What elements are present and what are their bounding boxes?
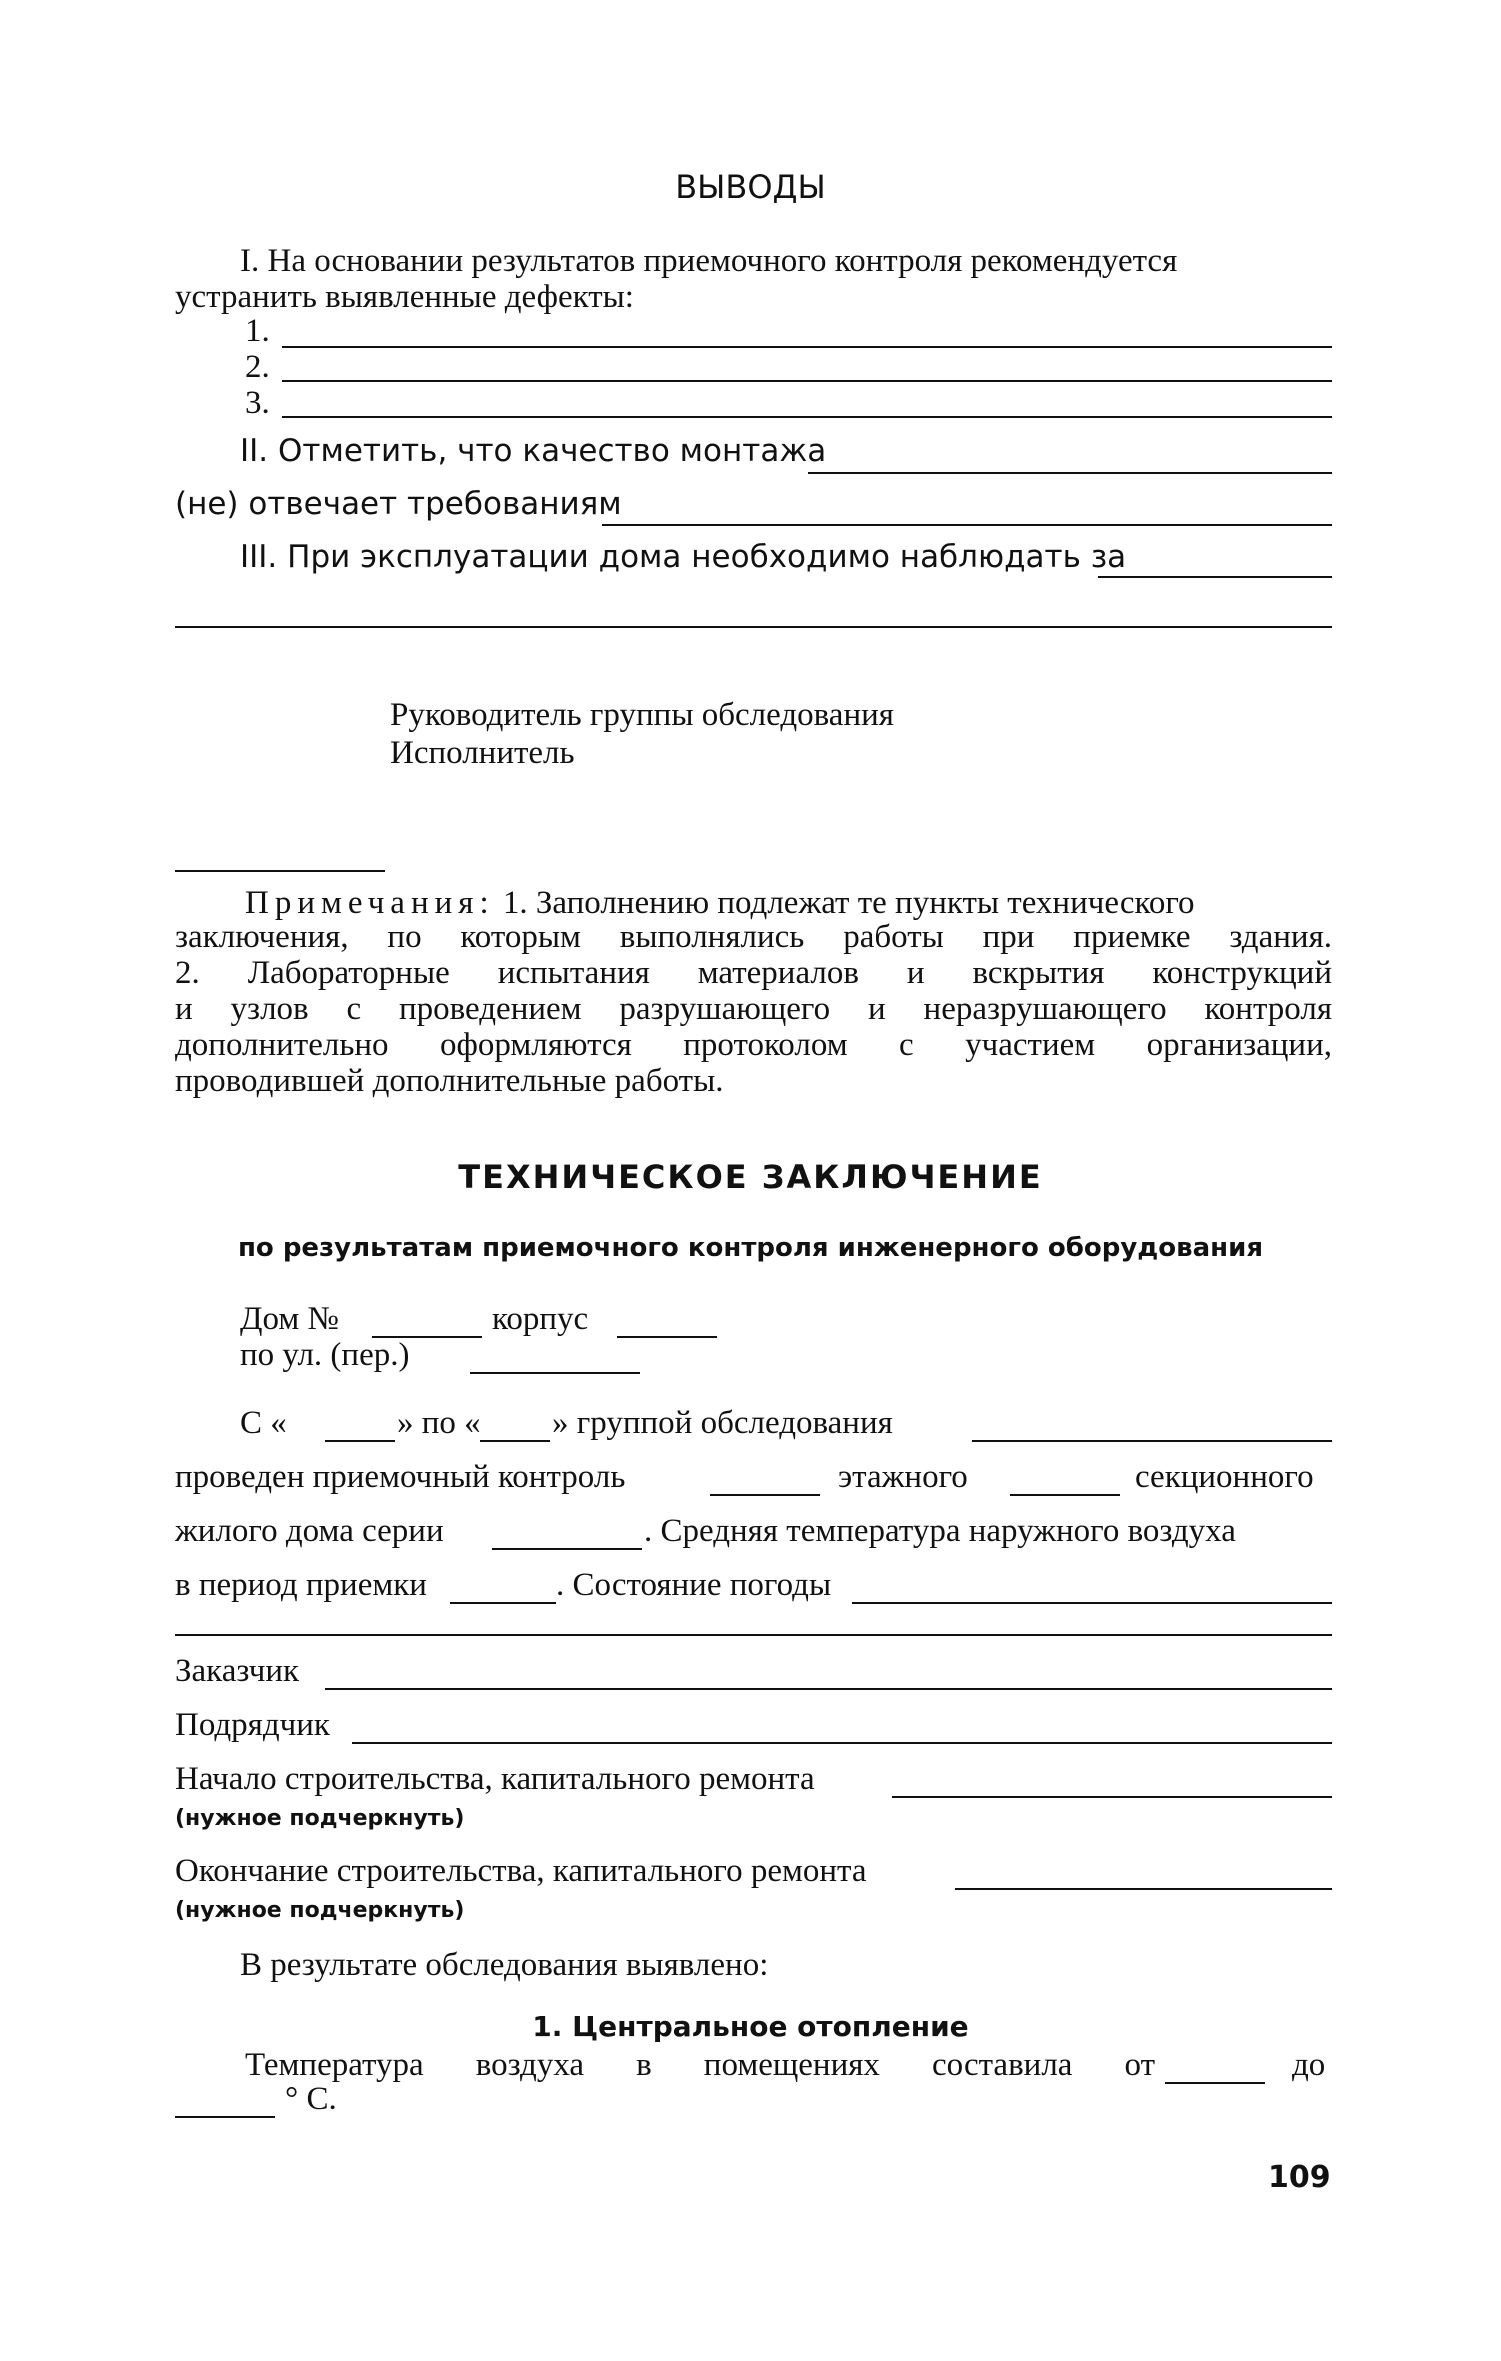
notes-line4: и узлов с проведением разрушающего и неразрушающего контроля: [175, 991, 1332, 1027]
conclusions-title: ВЫВОДЫ: [675, 168, 826, 206]
notes-line1: 1. Заполнению подлежат те пункты технического: [502, 885, 1195, 921]
temp-to-field[interactable]: [175, 2116, 275, 2118]
inspection-group-field[interactable]: [972, 1440, 1332, 1442]
sections-label: секционного: [1135, 1459, 1314, 1495]
defect-number-1: 1.: [245, 313, 270, 349]
item2-line[interactable]: [808, 472, 1332, 474]
temp-unit: ° С.: [285, 2081, 337, 2117]
contractor-label: Подрядчик: [175, 1707, 330, 1743]
defect-number-3: 3.: [245, 385, 270, 421]
to-close-label: » группой обследования: [552, 1405, 893, 1441]
item2-cont-line[interactable]: [602, 524, 1332, 526]
end-underline-note: (нужное подчеркнуть): [175, 1898, 465, 1923]
customer-label: Заказчик: [175, 1653, 300, 1689]
floors-label: этажного: [838, 1459, 968, 1495]
defect-line-2[interactable]: [282, 380, 1332, 382]
avg-temp-field[interactable]: [450, 1602, 556, 1604]
customer-field[interactable]: [325, 1688, 1332, 1690]
start-field[interactable]: [892, 1796, 1332, 1798]
item1-line1: I. На основании результатов приемочного контроля рекомендуется: [240, 243, 1178, 279]
item2-text: II. Отметить, что качество монтажа: [240, 433, 827, 469]
end-field[interactable]: [955, 1888, 1332, 1890]
defect-line-1[interactable]: [282, 346, 1332, 348]
page-number: 109: [1268, 2160, 1331, 2195]
item3-text: III. При эксплуатации дома необходимо наблюдать за: [240, 539, 1127, 575]
notes-separator: [175, 870, 385, 872]
start-underline-note: (нужное подчеркнуть): [175, 1806, 465, 1831]
item1-line2: устранить выявленные дефекты:: [175, 279, 634, 315]
sections-field[interactable]: [1010, 1494, 1120, 1496]
period-label: в период приемки: [175, 1567, 427, 1603]
item3-extra-line[interactable]: [175, 626, 1332, 628]
item2-cont-text: (не) отвечает требованиям: [175, 486, 622, 522]
weather-extra-line[interactable]: [175, 1634, 1332, 1636]
executor-label: Исполнитель: [390, 735, 575, 771]
notes-line3: 2. Лабораторные испытания материалов и вскрытия конструкций: [175, 955, 1332, 991]
series-label: жилого дома серии: [175, 1513, 444, 1549]
notes-line2: заключения, по которым выполнялись работы при приемке здания.: [175, 919, 1332, 955]
contractor-field[interactable]: [352, 1742, 1332, 1744]
house-no-label: Дом №: [240, 1301, 339, 1337]
group-head-label: Руководитель группы обследования: [390, 697, 894, 733]
weather-label: . Состояние погоды: [556, 1567, 832, 1603]
defect-number-2: 2.: [245, 349, 270, 385]
start-label: Начало строительства, капитального ремонта: [175, 1761, 815, 1797]
section1-title: 1. Центральное отопление: [532, 2010, 969, 2043]
street-field[interactable]: [470, 1372, 640, 1374]
weather-field[interactable]: [852, 1602, 1332, 1604]
notes-label: Примечания:: [245, 885, 495, 921]
floors-field[interactable]: [710, 1494, 820, 1496]
defect-line-3[interactable]: [282, 416, 1332, 418]
temp-to-label: до: [1292, 2047, 1326, 2083]
result-label: В результате обследования выявлено:: [240, 1947, 769, 1983]
notes-line6: проводившей дополнительные работы.: [175, 1063, 724, 1099]
temp-from-field[interactable]: [1165, 2082, 1265, 2084]
building-field[interactable]: [617, 1336, 717, 1338]
date-to-field[interactable]: [480, 1440, 550, 1442]
from-close-label: » по «: [397, 1405, 481, 1441]
report-title: ТЕХНИЧЕСКОЕ ЗАКЛЮЧЕНИЕ: [458, 1158, 1043, 1196]
report-subtitle: по результатам приемочного контроля инженерного оборудования: [237, 1233, 1264, 1263]
from-label: С «: [240, 1405, 287, 1441]
notes-line5: дополнительно оформляются протоколом с участием организации,: [175, 1027, 1332, 1063]
inspection-label: проведен приемочный контроль: [175, 1459, 626, 1495]
item3-line[interactable]: [1098, 576, 1332, 578]
series-field[interactable]: [492, 1548, 642, 1550]
avg-temp-label: . Средняя температура наружного воздуха: [644, 1513, 1236, 1549]
date-from-field[interactable]: [325, 1440, 395, 1442]
temp-line: Температура воздуха в помещениях составила от: [245, 2047, 1155, 2083]
notes-line1-wrap: [245, 884, 1195, 922]
building-label: корпус: [492, 1301, 589, 1337]
end-label: Окончание строительства, капитального ремонта: [175, 1853, 867, 1889]
street-label: по ул. (пер.): [240, 1337, 410, 1373]
